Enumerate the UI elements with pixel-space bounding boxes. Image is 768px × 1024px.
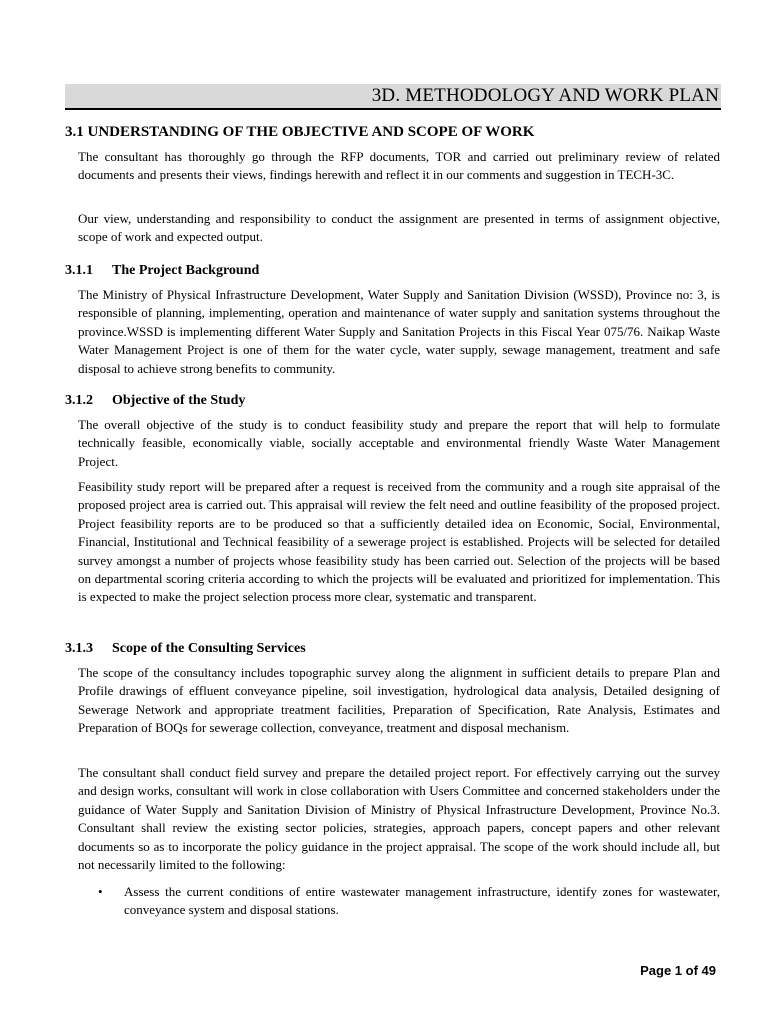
subsection-number: 3.1.3 [65, 641, 93, 656]
subsection-heading [65, 263, 259, 279]
bullet-item [98, 883, 720, 920]
subsection-heading [65, 641, 306, 657]
subsection-heading [65, 393, 245, 409]
section-heading: 3.1 UNDERSTANDING OF THE OBJECTIVE AND SCOPE OF WORK [65, 124, 535, 140]
paragraph: Feasibility study report will be prepared after a request is received from the community and a rough site appraisal of the proposed project area is carried out. This appraisal will review the felt need and outline feasibility of the proposed project. Project feasibility reports are to be produced so that a sufficiently detailed idea on Economic, Social, Environmental, Financial, Institutional and Technical feasibility of a sewerage project is established. Projects will be selected for detailed survey amongst a number of projects whose feasibility study has been carried out. Selection of the projects will be based on departmental scoring criteria according to which the projects will be evaluated and prioritized for implementation. This is expected to make the project selection process more clear, systematic and transparent. [78, 479, 720, 605]
paragraph: The Ministry of Physical Infrastructure Development, Water Supply and Sanitation Division (WSSD), Province no: 3, is responsible of planning, implementing, operation and maintenance of water supply and sanitation systems throughout the province.WSSD is implementing different Water Supply and Sanitation Projects in this Fiscal Year 075/76. Naikap Waste Water Management Project is one of them for the water cycle, water supply, sewage management, treatment and safe disposal to achieve strong benefits to community. [78, 287, 720, 376]
subsection-number: 3.1.2 [65, 393, 93, 408]
bullet-text: Assess the current conditions of entire wastewater management infrastructure, identify zones for wastewater, conveyance system and disposal stations. [124, 884, 720, 918]
paragraph: The overall objective of the study is to conduct feasibility study and prepare the report that will help to formulate technically feasible, economically viable, socially acceptable and environmental friendly Waste Water Management Project. [78, 417, 720, 469]
intro-paragraph: The consultant has thoroughly go through the RFP documents, TOR and carried out preliminary review of related documents and presents their views, findings herewith and reflect it in our comments and suggestion in TECH-3C. [78, 149, 720, 183]
subsection-title: Objective of the Study [112, 393, 246, 408]
chapter-title-bar [65, 84, 721, 110]
subsection-title: The Project Background [112, 263, 260, 278]
paragraph: The consultant shall conduct field survey and prepare the detailed project report. For effectively carrying out the survey and design works, consultant will work in close collaboration with Users Committee and concerned stakeholders under the guidance of Water Supply and Sanitation Division of Ministry of Physical Infrastructure Development, Province No.3. Consultant shall review the existing sector policies, strategies, approach papers, concept papers and other relevant documents so as to incorporate the policy guidance in the project appraisal. The scope of the work should include all, but not necessarily limited to the following: [78, 765, 720, 873]
subsection-number: 3.1.1 [65, 263, 93, 278]
chapter-title: 3D. METHODOLOGY AND WORK PLAN [371, 85, 719, 106]
intro-paragraph: Our view, understanding and responsibility to conduct the assignment are presented in terms of assignment objective, scope of work and expected output. [78, 211, 720, 245]
paragraph: The scope of the consultancy includes topographic survey along the alignment in sufficient details to prepare Plan and Profile drawings of effluent conveyance pipeline, soil investigation, hydrological data analysis, Detailed designing of Sewerage Network and appropriate treatment facilities, Preparation of Specification, Rate Analysis, Estimates and Preparation of BOQs for sewerage collection, conveyance, treatment and disposal mechanism. [78, 665, 720, 736]
subsection-title: Scope of the Consulting Services [112, 641, 306, 656]
bullet-icon: • [98, 884, 103, 899]
page-number: Page 1 of 49 [640, 963, 716, 978]
